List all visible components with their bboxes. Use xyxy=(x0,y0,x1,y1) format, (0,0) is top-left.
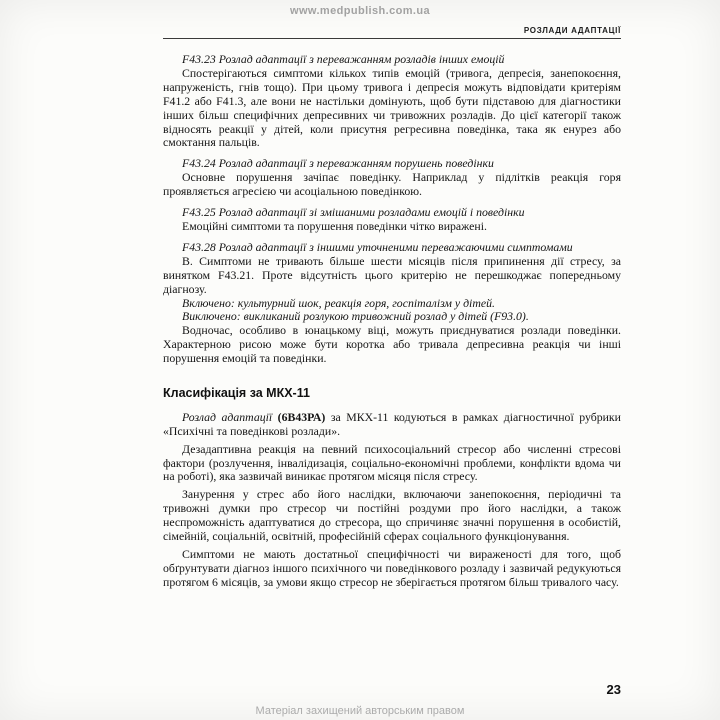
paragraph: Виключено: викликаний розлукою тривожний розлад у дітей (F93.0). xyxy=(182,309,529,324)
code-heading: F43.24 Розлад адаптації з переважанням порушень поведінки xyxy=(182,156,494,171)
paragraph: Занурення у стрес або його наслідки, включаючи занепокоєння, періодичні та тривожні думки про стресор чи постійні роздуми про його наслідки, а також неспроможність адаптуватися до стресора, що спричиняє значні порушення в особистій, сімейній, соціальній, освітній, професійній сферах соціального функціонування. xyxy=(163,487,621,544)
website-watermark: www.medpublish.com.ua xyxy=(289,5,430,17)
running-header-title: РОЗЛАДИ АДАПТАЦІЇ xyxy=(523,26,621,35)
paragraph: Симптоми не мають достатньої специфічності чи вираженості для того, щоб обґрунтувати діагноз іншого психічного чи поведінкового розладу і зазвичай редукуються протягом 6 місяців, за умови якщо стресор не зберігається протягом більш тривалого часу. xyxy=(163,546,621,589)
copyright-footer: Матеріал захищений авторським правом xyxy=(255,705,465,717)
paragraph: Основне порушення зачіпає поведінку. Наприклад у підлітків реакція горя проявляється агресією чи асоціальною поведінкою. xyxy=(163,170,621,199)
paragraph: В. Симптоми не тривають більше шести місяців після припинення дії стресу, за винятком F43.21. Проте відсутність цього критерію не перешкоджає попередньому діагнозу. xyxy=(163,253,621,296)
code-heading: F43.25 Розлад адаптації зі змішаними розладами емоцій і поведінки xyxy=(182,205,525,220)
paragraph: Водночас, особливо в юнацькому віці, можуть приєднуватися розлади поведінки. Характерною рисою може бути коротка або тривала депресивна реакція чи інші порушення емоцій та поведінки. xyxy=(163,323,621,366)
paragraph: Розлад адаптації (6В43РА) за МКХ-11 кодуються в рамках діагностичної рубрики «Психічні та поведінкові розлади». xyxy=(163,409,621,438)
page-number: 23 xyxy=(606,682,621,697)
code-heading: F43.23 Розлад адаптації з переважанням розладів інших емоцій xyxy=(182,52,505,66)
page-body xyxy=(163,53,621,590)
running-header xyxy=(163,26,621,39)
paragraph: Спостерігаються симптоми кількох типів емоцій (тривога, депресія, занепокоєння, напруженість, гнів тощо). При цьому тривога і депресія можуть відповідати критеріям F41.2 або F41.3, але вони не настільки домінують, щоб бути підставою для діагностики інших більш специфічних депресивних чи тривожних розладів. До цієї категорії також відносять реакції у дітей, коли присутня регресивна поведінка, така як енурез або смоктання пальців. xyxy=(163,65,621,150)
text-column xyxy=(163,26,621,590)
paragraph: Дезадаптивна реакція на певний психосоціальний стресор або численні стресові фактори (розлучення, інвалідизація, соціально-економічні проблеми, конфлікти вдома чи на роботі), яка зазвичай виникає протягом місяця після стресу. xyxy=(163,441,621,484)
code-heading: F43.28 Розлад адаптації з іншими уточненими переважаючими симптомами xyxy=(182,239,573,254)
section-heading: Класифікація за МКХ-11 xyxy=(163,386,310,401)
paragraph: Емоційні симптоми та порушення поведінки чітко виражені. xyxy=(182,218,487,233)
paragraph: Включено: культурний шок, реакція горя, госпіталізм у дітей. xyxy=(182,295,495,310)
